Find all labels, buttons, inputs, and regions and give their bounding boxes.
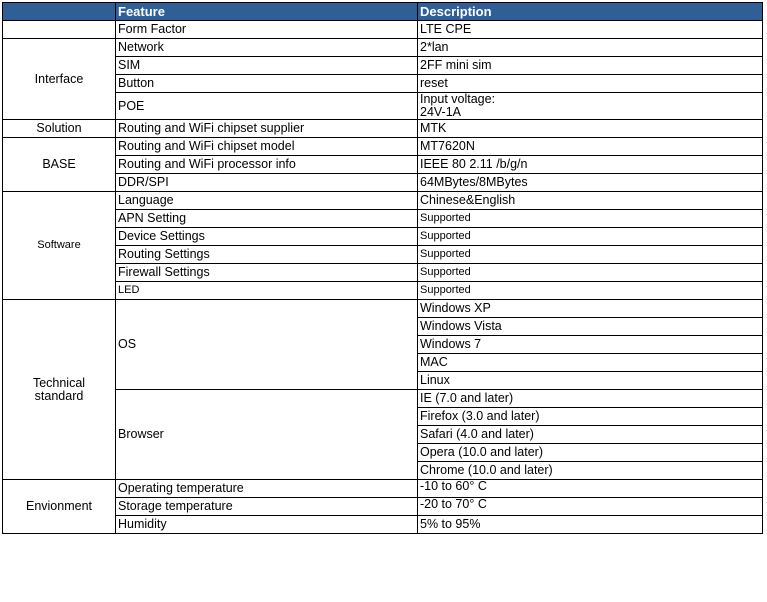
description-cell: MT7620N [418, 138, 763, 156]
feature-cell: Humidity [116, 516, 418, 534]
description-cell: LTE CPE [418, 21, 763, 39]
description-cell: MTK [418, 120, 763, 138]
description-cell: 2FF mini sim [418, 57, 763, 75]
group-cell-environment: Envionment [3, 480, 116, 534]
group-line: standard [34, 388, 84, 403]
description-cell: reset [418, 75, 763, 93]
feature-cell: Routing and WiFi chipset supplier [116, 120, 418, 138]
table-row [3, 93, 763, 120]
table-row [3, 192, 763, 210]
table-row [3, 246, 763, 264]
description-cell: Safari (4.0 and later) [418, 426, 763, 444]
description-cell: Windows 7 [418, 336, 763, 354]
feature-cell: Network [116, 39, 418, 57]
description-cell: 5% to 95% [418, 516, 763, 534]
description-line: Input voltage: [420, 92, 496, 106]
description-cell: -10 to 60° C [418, 480, 763, 498]
feature-cell: Routing and WiFi processor info [116, 156, 418, 174]
header-feature: Feature [116, 3, 418, 21]
description-cell: MAC [418, 354, 763, 372]
header-description: Description [418, 3, 763, 21]
feature-cell-os: OS [116, 300, 418, 390]
description-cell: Supported [418, 210, 763, 228]
header-group [3, 3, 116, 21]
description-cell [418, 93, 763, 120]
feature-cell: Language [116, 192, 418, 210]
description-cell: Chinese&English [418, 192, 763, 210]
description-cell: Chrome (10.0 and later) [418, 462, 763, 480]
description-cell: Supported [418, 246, 763, 264]
group-cell-software: Software [3, 192, 116, 300]
feature-cell: LED [116, 282, 418, 300]
feature-cell: Firewall Settings [116, 264, 418, 282]
feature-cell: POE [116, 93, 418, 120]
feature-cell: Storage temperature [116, 498, 418, 516]
table-row [3, 210, 763, 228]
description-cell: Opera (10.0 and later) [418, 444, 763, 462]
feature-cell: Form Factor [116, 21, 418, 39]
description-cell: Firefox (3.0 and later) [418, 408, 763, 426]
feature-cell: Operating temperature [116, 480, 418, 498]
description-cell: Supported [418, 228, 763, 246]
description-line: 24V-1A [420, 105, 462, 119]
description-cell: Supported [418, 282, 763, 300]
table-row [3, 282, 763, 300]
table-row [3, 480, 763, 498]
feature-cell-browser: Browser [116, 390, 418, 480]
table-row [3, 498, 763, 516]
table-row [3, 21, 763, 39]
table-row [3, 174, 763, 192]
description-cell: Supported [418, 264, 763, 282]
feature-cell: Button [116, 75, 418, 93]
spec-table [2, 2, 763, 534]
description-cell: IE (7.0 and later) [418, 390, 763, 408]
feature-cell: Routing and WiFi chipset model [116, 138, 418, 156]
table-row [3, 228, 763, 246]
table-row [3, 75, 763, 93]
feature-cell: APN Setting [116, 210, 418, 228]
description-cell: Windows XP [418, 300, 763, 318]
group-cell-base: BASE [3, 138, 116, 192]
feature-cell: SIM [116, 57, 418, 75]
description-cell: 2*lan [418, 39, 763, 57]
table-row [3, 57, 763, 75]
description-cell: -20 to 70° C [418, 498, 763, 516]
group-cell-interface: Interface [3, 39, 116, 120]
table-row [3, 516, 763, 534]
group-cell-technical [3, 300, 116, 480]
header-row [3, 3, 763, 21]
table-row [3, 300, 763, 318]
description-cell: Windows Vista [418, 318, 763, 336]
feature-cell: DDR/SPI [116, 174, 418, 192]
table-row [3, 39, 763, 57]
group-line: Technical [32, 375, 86, 390]
feature-cell: Routing Settings [116, 246, 418, 264]
table-row [3, 156, 763, 174]
description-cell: Linux [418, 372, 763, 390]
group-cell-solution: Solution [3, 120, 116, 138]
table-row [3, 390, 763, 408]
description-cell: 64MBytes/8MBytes [418, 174, 763, 192]
table-row [3, 264, 763, 282]
table-row [3, 120, 763, 138]
table-row [3, 138, 763, 156]
description-cell: IEEE 80 2.11 /b/g/n [418, 156, 763, 174]
feature-cell: Device Settings [116, 228, 418, 246]
group-cell-empty [3, 21, 116, 39]
